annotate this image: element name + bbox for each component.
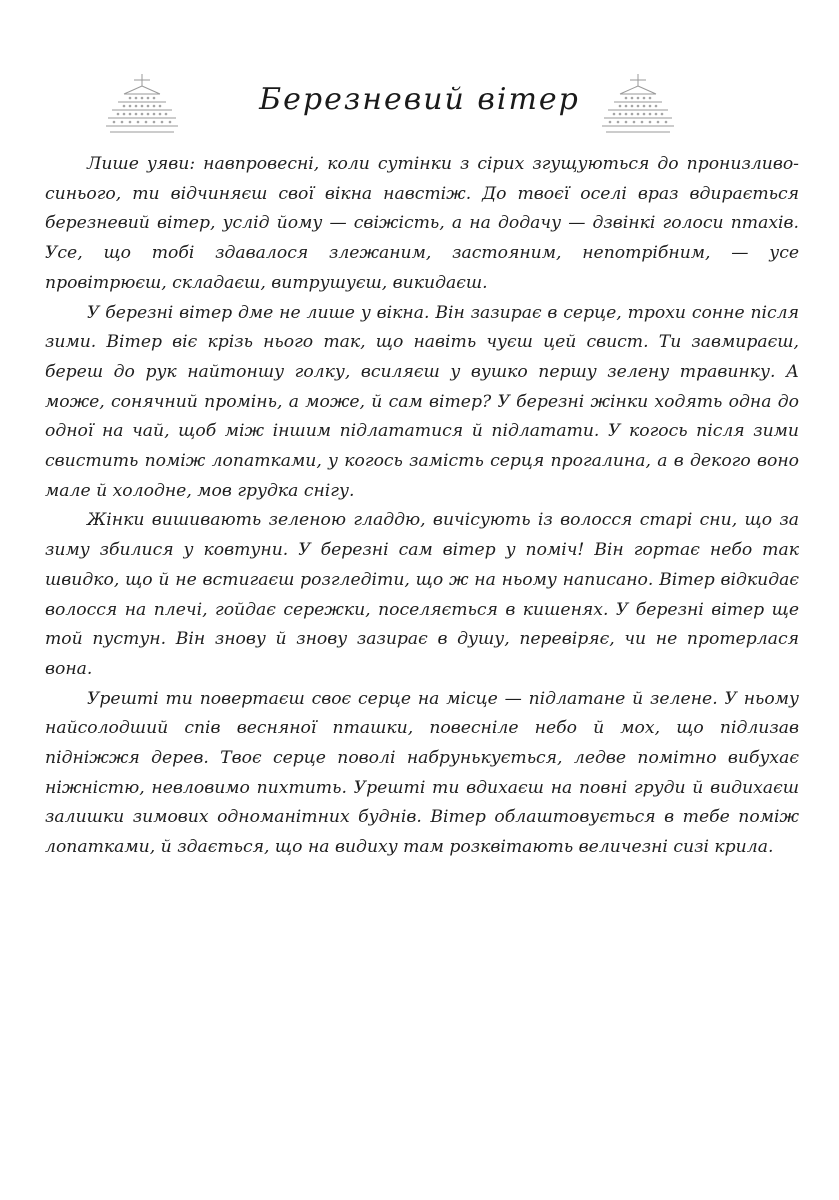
- body-text: [45, 150, 799, 863]
- page-title: Березневий вітер: [259, 82, 580, 117]
- paragraph-3: Жінки вишивають зеленою гладдю, вичісують із волосся старі сни, що за зиму збилися у ковтуни. У березні сам вітер у поміч! Він гортає небо так швидко, що й не встигаєш розгледіти, що ж на ньому написано. Вітер відкидає волосся на плечі, гойдає сережки, поселяється в кишенях. У березні вітер ще той пустун. Він знову й знову зазирає в душу, перевіряє, чи не протерлася вона.: [45, 510, 799, 679]
- ornament-right: [600, 72, 676, 136]
- paragraph-2: У березні вітер дме не лише у вікна. Він зазирає в серце, трохи сонне після зими. Вітер віє крізь нього так, що навіть чуєш цей свист. Ти завмираєш, береш до рук найтоншу голку, всиляєш у вушко першу зелену травинку. А може, сонячний промінь, а може, й сам вітер? У березні жінки ходять одна до одної на чай, щоб між іншим підлататися й підлатати. У когось після зими свистить поміж лопатками, у когось замість серця прогалина, а в декого воно мале й холодне, мов грудка снігу.: [45, 302, 799, 501]
- paragraph-1: Лише уяви: навпровесні, коли сутінки з сірих згущуються до пронизливо-синього, ти відчиняєш свої вікна навстіж. До твоєї оселі враз вдирається березневий вітер, услід йому — свіжість, а на додачу — дзвінкі голоси птахів. Усе, що тобі здавалося злежаним, застояним, непотрібним, — усе провітрюєш, складаєш, витрушуєш, викидаєш.: [45, 154, 799, 293]
- paragraph-4: Урешті ти повертаєш своє серце на місце — підлатане й зелене. У ньому найсолодший спів весняної пташки, повесніле небо й мох, що підлизав підніжжя дерев. Твоє серце поволі набрунькується, ледве помітно вибухає ніжністю, невловимо пихтить. Урешті ти вдихаєш на повні груди й видихаєш залишки зимових одноманітних буднів. Вітер облаштовується в тебе поміж лопатками, й здається, що на видиху там розквітають величезні сизі крила.: [45, 688, 799, 858]
